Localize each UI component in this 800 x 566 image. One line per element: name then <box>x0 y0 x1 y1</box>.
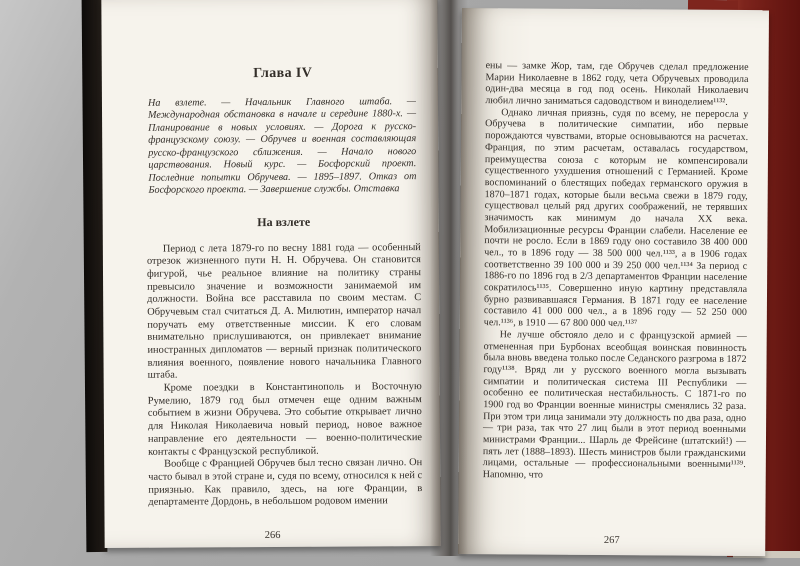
paragraph: Вообще с Францией Обручев был тесно связан лично. Он часто бывал в этой стране и, судя по всему, относился к ней с приязнью. Как правило, здесь, на юге Франции, в департаменте Дордонь, в небольшом родовом имении <box>148 457 423 509</box>
paragraph: Не лучше обстояло дело и с французской армией — отмененная при Бурбонах всеобщая воинская повинность была вновь введена только после Седанского разгрома в 1872 году¹¹³⁸. Вряд ли у русского военного могла вызывать симпатии и политическая система III Республики — особенно ее политическая нестабильность. С 1871-го по 1900 год во Франции военные министры сменялись 32 раза. При этом три лица занимали эту должность по два раза, одно — три раза, так что 27 лиц были в этот период военными министрами Франции... Шарль де Фрейсине (штатский!) — пять лет (1888–1893). Шесть министров были гражданскими лицами, остальные — профессиональными военными¹¹³⁹. Напомню, что <box>482 329 747 481</box>
section-heading: На взлете <box>257 214 311 229</box>
paragraph: Однако личная приязнь, судя по всему, не переросла у Обручева в политические симпатии, ибо первые порождаются чувствами, вторые основываются на расчетах. Франция, по этим расчетам, оставалась государством, преимущества союза с которым не компенсировали существенного ухудшения отношений с Германией. Кроме воспоминаний о блестящих победах германского оружия в 1870–1871 годах, которые были весьма свежи в 1879 году, существовал целый ряд других соображений, не терявших значимость как минимум до начала XX века. Мобилизационные ресурсы Франции слабели. Население ее почти не росло. Если в 1869 году оно составило 38 400 000 чел., то в 1896 году — 38 500 000 чел.¹¹³³, а в 1906 годах соответственно 39 100 000 и 39 250 000 чел.¹¹³⁴ За период с 1886-го по 1896 год в 2/3 департаментов Франции население сократилось¹¹³⁵. Совершенно иную картину представляла бурно развивавшаяся Германия. В 1871 году ее население составило 41 000 000 чел., а в 1896 году — 52 250 000 чел.¹¹³⁶, в 1910 — 67 800 000 чел.¹¹³⁷ <box>483 107 749 330</box>
page-right <box>458 8 769 556</box>
paragraph: ены — замке Жор, там, где Обручев сделал предложение Марии Николаевне в 1862 году, чета Обручевых проводила один-два месяца в год под осень. Николай Николаевич любил лично заниматься садоводством и виноделием¹¹³². <box>485 60 749 108</box>
chapter-title: Глава IV <box>253 65 313 82</box>
chapter-summary: На взлете. — Начальник Главного штаба. — Международная обстановка в начале и середине 1880-х. — Планирование в новых условиях. — Дорога к русско-французскому союзу. — Обручев и военная составляющая русско-французского сближения. — Начало нового царствования. Новый курс. — Босфорский проект. Последние попытки Обручева. — 1895–1897. Отказ от Босфорского проекта. — Завершение службы. Отставка <box>147 96 417 196</box>
page-number-right: 267 <box>603 535 620 547</box>
paragraph: Период с лета 1879-го по весну 1881 года — особенный отрезок жизненного пути Н. Н. Обручева. Он становится фигурой, чье реальное влияние на политику страны превысило значение и возможности занимаемой им должности. Война все расставила по своим местам. С Обручевым стал считаться Д. А. Милютин, император начал поручать ему ответственные миссии. К его словам внимательно прислушиваются, он привлекает внимание иностранных дипломатов — верный признак политического влияния военного, появление нового начальника Главного штаба. <box>146 241 422 382</box>
page-left <box>101 0 440 548</box>
page-number-left: 266 <box>264 529 281 542</box>
paragraph: Кроме поездки в Константинополь и Восточную Румелию, 1879 год был отмечен еще одним важным событием в жизни Обручева. Это событие открывает лично для Николая Николаевича новый период, новое важное направление его деятельности — военно-политические контакты с Французской республикой. <box>147 381 423 458</box>
